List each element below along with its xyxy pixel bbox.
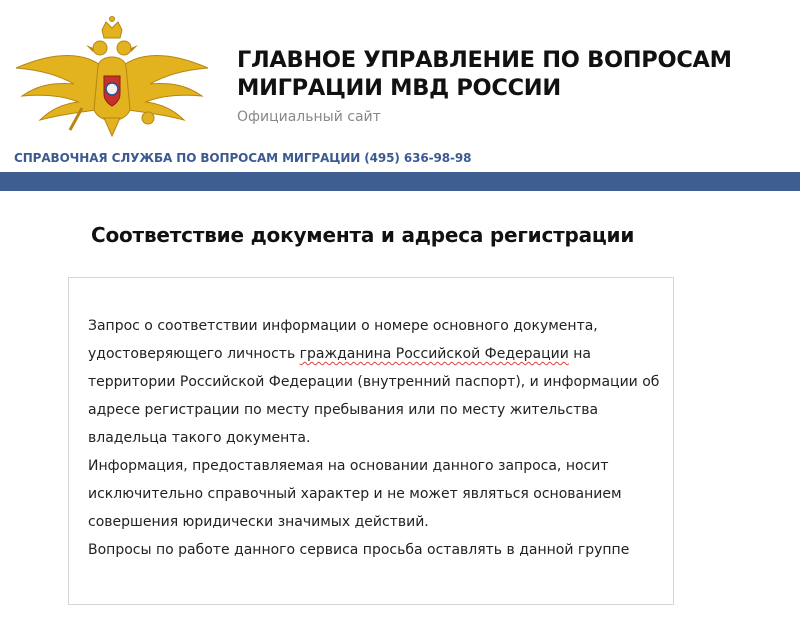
info-paragraph-3: Вопросы по работе данного сервиса просьба оставлять в данной группе	[88, 542, 630, 558]
info-paragraph-1-start: Запрос о соответствии информации о номере основного документа, удостоверяющего личность	[88, 318, 598, 362]
site-title-line-2: МИГРАЦИИ МВД РОССИИ	[237, 75, 561, 101]
info-text	[88, 312, 668, 564]
site-subtitle: Официальный сайт	[237, 109, 381, 125]
site-title-line-1: ГЛАВНОЕ УПРАВЛЕНИЕ ПО ВОПРОСАМ	[237, 47, 732, 73]
header-divider-bar	[0, 172, 800, 191]
info-card	[68, 277, 674, 605]
site-header	[0, 0, 800, 172]
site-title[interactable]	[237, 46, 757, 102]
page-title: Соответствие документа и адреса регистрации	[91, 223, 635, 247]
info-paragraph-1-end: на территории Российской Федерации (внутренний паспорт), и информации об адресе регистрации по месту пребывания или по месту жительства владельца такого документа.	[88, 346, 660, 446]
double-headed-eagle-icon[interactable]	[12, 14, 212, 140]
info-paragraph-1	[88, 312, 668, 452]
spellcheck-marked-text: гражданина Российской Федерации	[299, 346, 569, 362]
info-paragraph-2: Информация, предоставляемая на основании данного запроса, носит исключительно справочный характер и не может являться основанием совершения юридически значимых действий.	[88, 458, 622, 530]
helpline-phone[interactable]: СПРАВОЧНАЯ СЛУЖБА ПО ВОПРОСАМ МИГРАЦИИ (495) 636-98-98	[14, 151, 472, 165]
